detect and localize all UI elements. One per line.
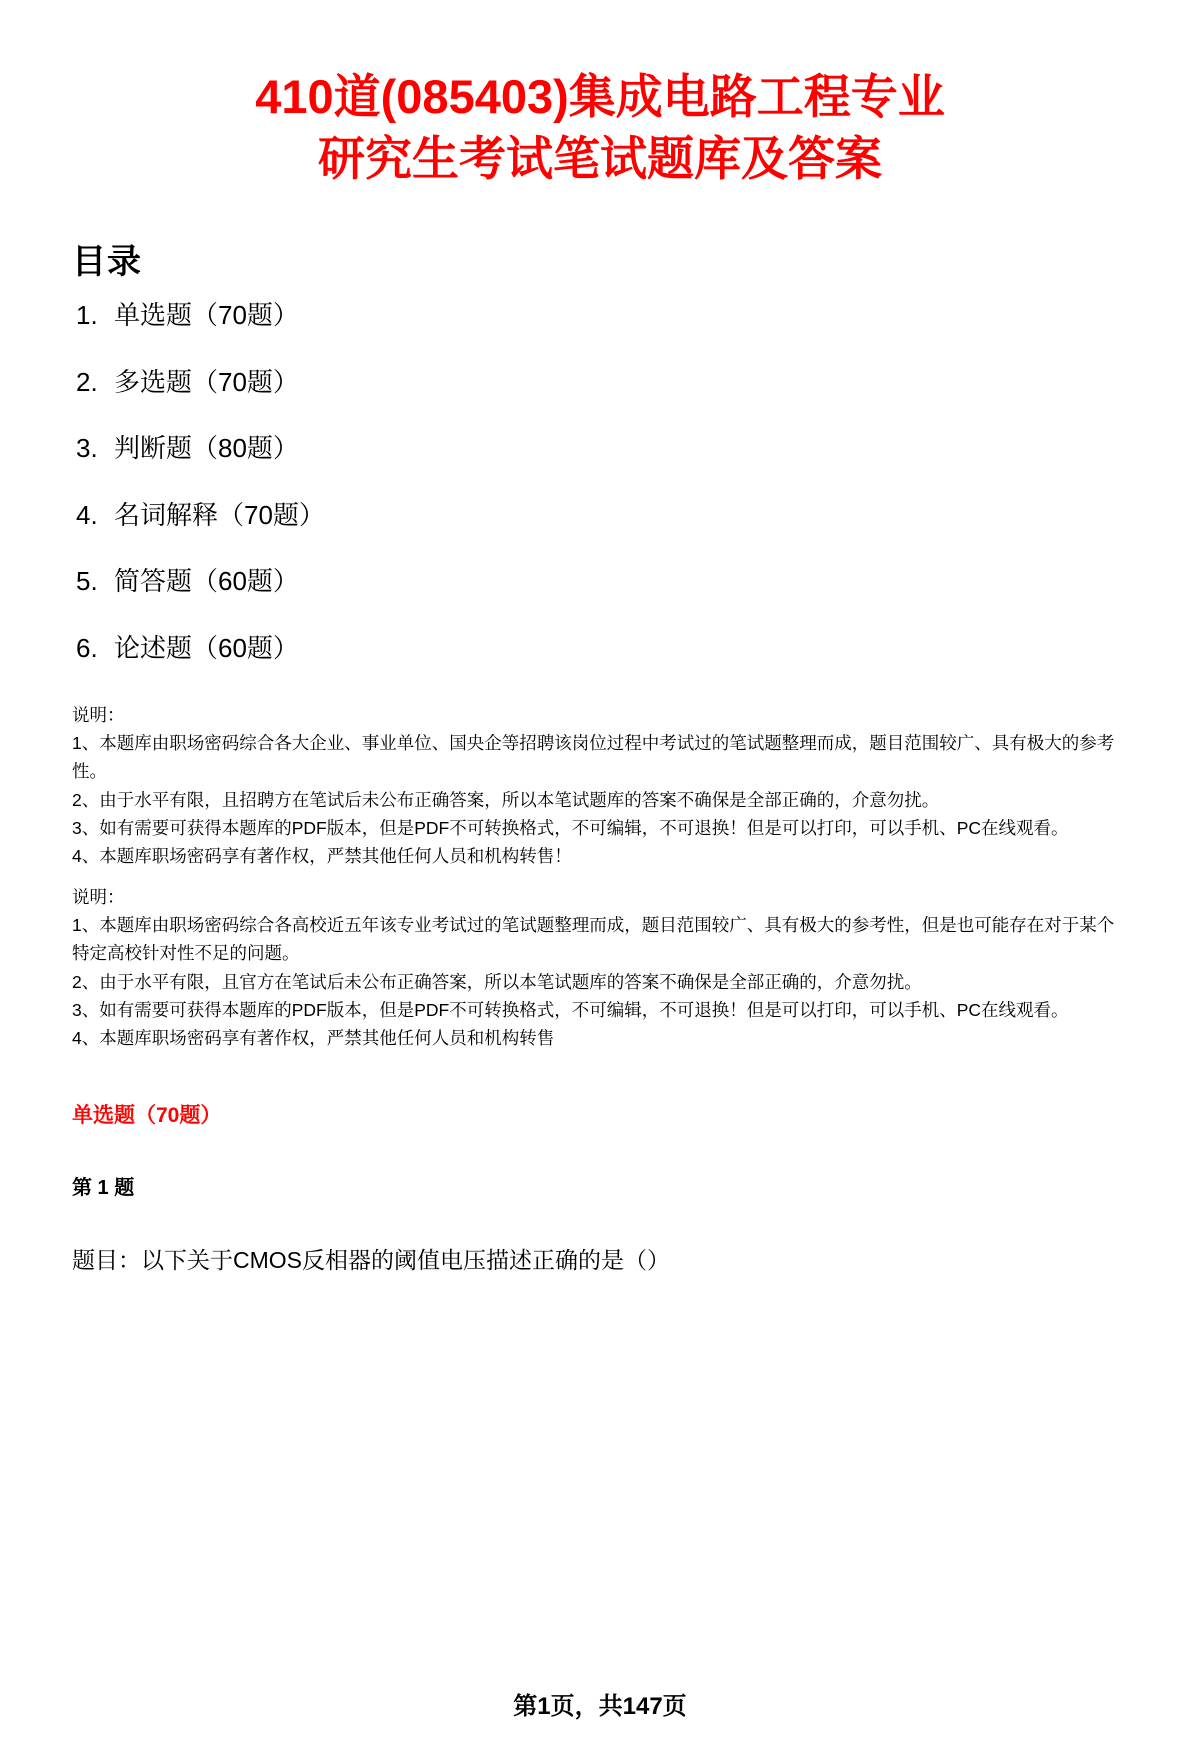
list-item[interactable]: [72, 368, 1128, 397]
toc-item-number: 1.: [76, 300, 98, 331]
list-item[interactable]: [72, 301, 1128, 330]
table-of-contents: [72, 301, 1128, 663]
notes-line: 3、如有需要可获得本题库的PDF版本，但是PDF不可转换格式，不可编辑，不可退换！但是可以打印，可以手机、PC在线观看。: [72, 818, 1069, 838]
toc-item-number: 3.: [76, 433, 98, 464]
section-title: 单选题（70题）: [72, 1103, 222, 1127]
toc-item-label: 名词解释（70题）: [114, 499, 325, 530]
list-item[interactable]: [72, 634, 1128, 663]
page-footer: 第1页，共147页: [513, 1693, 687, 1720]
toc-item-number: 5.: [76, 566, 98, 597]
toc-item-label: 简答题（60题）: [114, 566, 299, 597]
page-title-line-2: 研究生考试笔试题库及答案: [318, 132, 882, 186]
notes-line: 4、本题库职场密码享有著作权，严禁其他任何人员和机构转售！: [72, 846, 572, 867]
toc-item-label: 单选题（70题）: [114, 300, 299, 331]
notes-label: 说明：: [72, 886, 125, 907]
page-title-line-1: 410道(085403)集成电路工程专业: [255, 70, 945, 123]
list-item[interactable]: [72, 501, 1128, 530]
toc-item-number: 2.: [76, 366, 98, 397]
notes-line: 3、如有需要可获得本题库的PDF版本，但是PDF不可转换格式，不可编辑，不可退换！但是可以打印，可以手机、PC在线观看。: [72, 1000, 1069, 1021]
list-item[interactable]: [72, 567, 1128, 596]
toc-item-label: 判断题（80题）: [114, 433, 299, 464]
notes-block-2: [72, 883, 1128, 1053]
notes-label: 说明：: [72, 704, 125, 725]
toc-item-label: 论述题（60题）: [114, 633, 299, 664]
notes-block-1: [72, 701, 1128, 871]
notes-line: 2、由于水平有限，且官方在笔试后未公布正确答案，所以本笔试题库的答案不确保是全部正确的，介意勿扰。: [72, 971, 922, 992]
toc-item-label: 多选题（70题）: [114, 366, 299, 397]
toc-item-number: 4.: [76, 499, 98, 530]
toc-item-number: 6.: [76, 633, 98, 664]
question-text: 题目：以下关于CMOS反相器的阈值电压描述正确的是（）: [72, 1246, 670, 1273]
question-number: 第 1 题: [72, 1176, 135, 1199]
list-item[interactable]: [72, 434, 1128, 463]
notes-line: 4、本题库职场密码享有著作权，严禁其他任何人员和机构转售: [72, 1028, 555, 1049]
notes-line: 1、本题库由职场密码综合各高校近五年该专业考试过的笔试题整理而成，题目范围较广、具有极大的参考性，但是也可能存在对于某个特定高校针对性不足的问题。: [72, 915, 1115, 964]
page-title: [72, 66, 1128, 190]
notes-line: 1、本题库由职场密码综合各大企业、事业单位、国央企等招聘该岗位过程中考试过的笔试题整理而成，题目范围较广、具有极大的参考性。: [72, 732, 1115, 782]
toc-heading: 目录: [72, 243, 142, 282]
notes-line: 2、由于水平有限，且招聘方在笔试后未公布正确答案，所以本笔试题库的答案不确保是全部正确的，介意勿扰。: [72, 789, 940, 810]
